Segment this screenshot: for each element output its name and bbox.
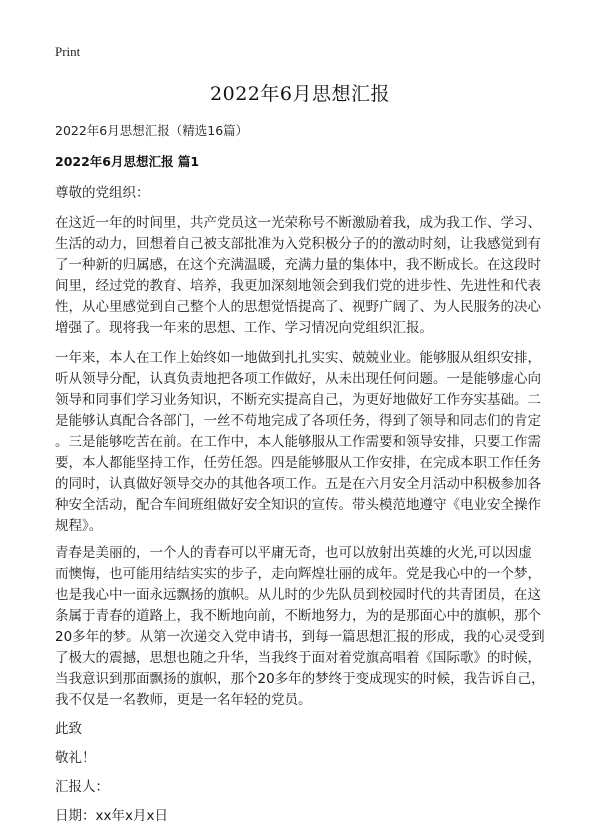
date-line: 日期：xx年x月x日 <box>55 808 168 824</box>
paragraph-line: 了极大的震撼，思想也随之升华，当我终于面对着党旗高唱着《国际歌》的时候， <box>55 650 541 666</box>
paragraph-line: 一年来，本人在工作上始终如一地做到扎扎实实、兢兢业业。能够服从组织安排， <box>55 350 541 366</box>
paragraph-line: 当我意识到那面飘扬的旗帜，那个20多年的梦终于变成现实的时候，我告诉自己， <box>55 671 545 687</box>
paragraph-line: 听从领导分配，认真负责地把各项工作做好，从未出现任何问题。一是能够虚心向 <box>55 371 541 387</box>
paragraph-line: 的同时，认真做好领导交办的其他各项工作。五是在六月安全月活动中积极参加各 <box>55 476 541 492</box>
paragraph-line: 。三是能够吃苦在前。在工作中，本人能够服从工作需要和领导安排，只要工作需 <box>55 434 541 450</box>
regards: 敬礼！ <box>55 750 96 766</box>
reporter-label: 汇报人： <box>55 779 109 795</box>
paragraph-line: 生活的动力，回想着自己被支部批准为入党积极分子的的激动时刻，让我感觉到有 <box>55 236 541 252</box>
paragraph-line: 在这近一年的时间里，共产党员这一光荣称号不断激励着我，成为我工作、学习、 <box>55 215 541 231</box>
paragraph-line: 而懊悔，也可能用结结实实的步子，走向辉煌壮丽的成年。党是我心中的一个梦， <box>55 566 541 582</box>
paragraph-line: 了一种新的归属感，在这个充满温暖，充满力量的集体中，我不断成长。在这段时 <box>55 257 541 273</box>
print-link[interactable]: Print <box>55 44 81 59</box>
page-title: 2022年6月思想汇报 <box>210 83 390 105</box>
closing: 此致 <box>55 721 82 737</box>
paragraph-line: 我不仅是一名教师，更是一名年轻的党员。 <box>55 692 312 708</box>
paragraph-line: 也是我心中一面永远飘扬的旗帜。从儿时的少先队员到校园时代的共青团员，在这 <box>55 587 541 603</box>
paragraph-line: 青春是美丽的，一个人的青春可以平庸无奇，也可以放射出英雄的火光,可以因虚 <box>55 545 532 561</box>
paragraph-line: 间里，经过党的教育、培养，我更加深刻地领会到我们党的进步性、先进性和代表 <box>55 278 541 294</box>
paragraph-line: 种安全活动，配合车间班组做好安全知识的宣传。带头模范地遵守《电业安全操作 <box>55 497 541 513</box>
paragraph-line: 要，本人都能坚持工作，任劳任怨。四是能够服从工作安排，在完成本职工作任务 <box>55 455 541 471</box>
paragraph-line: 性，从心里感觉到自己整个人的思想觉悟提高了、视野广阔了、为人民服务的决心 <box>55 299 541 315</box>
section-heading: 2022年6月思想汇报 篇1 <box>55 154 200 169</box>
paragraph-line: 增强了。现将我一年来的思想、工作、学习情况向党组织汇报。 <box>55 320 433 336</box>
paragraph-line: 条属于青春的道路上，我不断地向前，不断地努力，为的是那面心中的旗帜，那个 <box>55 608 541 624</box>
paragraph-line: 是能够认真配合各部门，一丝不苟地完成了各项任务，得到了领导和同志们的肯定 <box>55 413 541 429</box>
document-subtitle: 2022年6月思想汇报（精选16篇） <box>55 123 249 138</box>
salutation: 尊敬的党组织： <box>55 185 150 201</box>
paragraph-line: 20多年的梦。从第一次递交入党申请书，到每一篇思想汇报的形成，我的心灵受到 <box>55 629 545 645</box>
paragraph-line: 领导和同事们学习业务知识，不断充实提高自己，为更好地做好工作夯实基础。二 <box>55 392 541 408</box>
paragraph-line: 规程》。 <box>55 518 103 534</box>
